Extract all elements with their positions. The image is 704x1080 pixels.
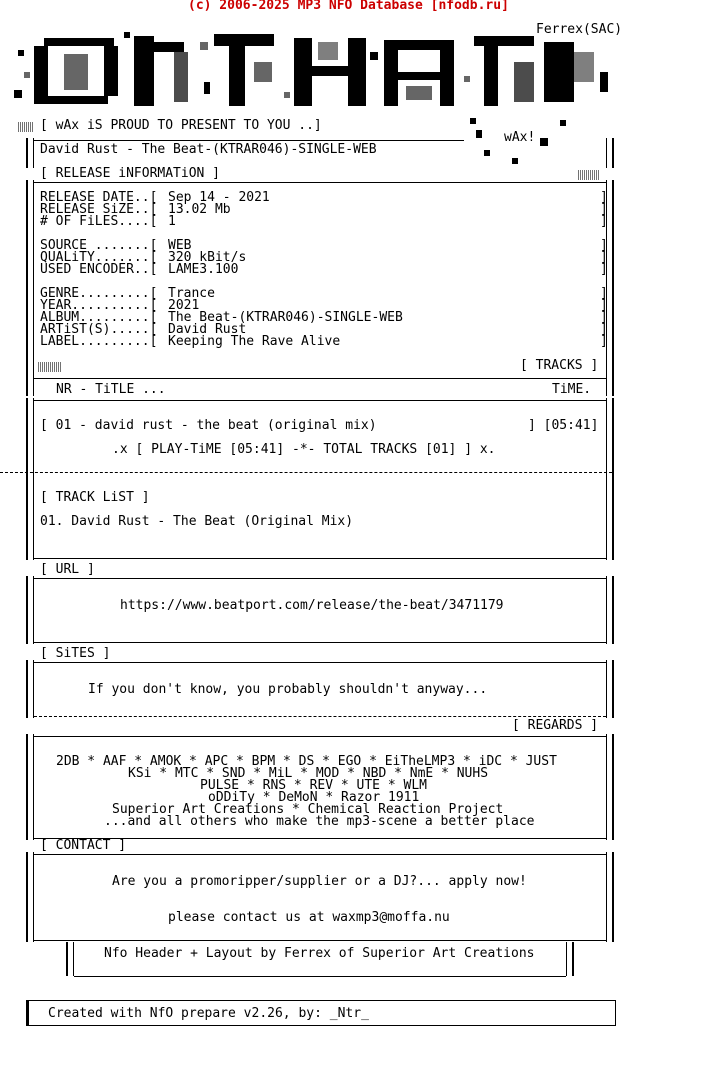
regards-line: 2DB * AAF * AMOK * APC * BPM * DS * EGO * EiTheLMP3 * iDC * JUST (56, 754, 557, 769)
field-label: # OF FiLES....[ (40, 214, 158, 229)
release-date-value: Sep 14 - 2021 (168, 190, 270, 205)
wax-logo-graphic (14, 32, 614, 112)
encoder-value: LAME3.100 (168, 262, 239, 277)
nfo-document: (c) 2006-2025 MP3 NFO Database [nfodb.ru] Ferrex(SAC) [ wAx iS PROUD TO PRESENT TO YOU ..] wAx! David Rust - The Beat-(KTRAR046)-SINGLE-WEB [ RELEASE iNFORMATiON ] RELEASE DATE..[ Sep 14 - 2021 ] RELEASE SiZE..[ 13.02 Mb ] # OF FiLES....[ 1 ] SOURCE .......[ WEB ] QUALiTY.......[ 320 kBit/s ] USED ENCODER..[ LAME3.100 ] GENRE.........[ Trance ] YEAR..........[ 2021 ] ALBUM.........[ The Beat-(KTRAR046)-SINGLE-WEB ] ARTiST(S).....[ David Rust ] LABEL.........[ Keeping The Rave Alive ] [ TRACKS ] NR - TiTLE ... TiME. [ 01 - david rust - the beat (original mix) ] [05:41] .x [ PLAY-TiME [05:41] -*- TOTAL TRACKS [01] ] x. [ TRACK LiST ] 01. David Rust - The Beat (Original Mix) [ URL ] https://www.beatport.com/release/the-beat/3471179 [ SiTES ] If you don't know, you probably shouldn't anyway... [ REGARDS ] 2DB * AAF * AMOK * APC * BPM * DS * EGO * EiTheLMP3 * iDC * JUST KSi * MTC * SND * MiL * MOD * NBD * NmE * NUHS PULSE * RNS * REV * UTE * WLM oDDiTy * DeMoN * Razor 1911 Superior Art Creations * Chemical Reaction Project ...and all others who make the mp3-scene a better place [ CONTACT ] Are you a promoripper/supplier or a DJ?... apply now! please contact us at waxmp3@moffa.nu Nfo Header + Layout by Ferrex of Superior Art Creations Created with NfO prepare v2.26, by: _Ntr_ (0, 0, 704, 1080)
shade-block (18, 122, 34, 132)
field-label: LABEL.........[ (40, 334, 158, 349)
regards-line: oDDiTy * DeMoN * Razor 1911 (208, 790, 420, 805)
field-label: GENRE.........[ (40, 286, 158, 301)
field-label: SOURCE .......[ (40, 238, 158, 253)
col-time: TiME. (552, 382, 592, 397)
track-row-title: [ 01 - david rust - the beat (original mix) (40, 418, 377, 433)
album-value: The Beat-(KTRAR046)-SINGLE-WEB (168, 310, 403, 325)
field-label: ALBUM.........[ (40, 310, 158, 325)
release-title: David Rust - The Beat-(KTRAR046)-SINGLE-WEB (40, 142, 377, 157)
contact-line-email[interactable]: please contact us at waxmp3@moffa.nu (168, 910, 450, 925)
regards-line: ...and all others who make the mp3-scene a better place (104, 814, 535, 829)
files-count-value: 1 (168, 214, 176, 229)
col-nr-title: NR - TiTLE ... (56, 382, 166, 397)
group-tag: wAx! (504, 130, 536, 145)
year-value: 2021 (168, 298, 200, 313)
label-value: Keeping The Rave Alive (168, 334, 341, 349)
created-with: Created with NfO prepare v2.26, by: _Ntr_ (48, 1006, 369, 1021)
contact-line-apply: Are you a promoripper/supplier or a DJ?... apply now! (112, 874, 527, 889)
field-label: ARTiST(S).....[ (40, 322, 158, 337)
regards-line: PULSE * RNS * REV * UTE * WLM (200, 778, 427, 793)
release-info-label: [ RELEASE iNFORMATiON ] (40, 166, 221, 181)
quality-value: 320 kBit/s (168, 250, 247, 265)
tracks-label: [ TRACKS ] (520, 358, 599, 373)
field-label: RELEASE DATE..[ (40, 190, 158, 205)
present-line: [ wAx iS PROUD TO PRESENT TO YOU ..] (40, 118, 322, 133)
tracklist-label: [ TRACK LiST ] (40, 490, 150, 505)
total-playtime: .x [ PLAY-TiME [05:41] -*- TOTAL TRACKS [01] ] x. (112, 442, 496, 457)
tracklist-item: 01. David Rust - The Beat (Original Mix) (40, 514, 354, 529)
genre-value: Trance (168, 286, 215, 301)
release-size-value: 13.02 Mb (168, 202, 231, 217)
field-label: RELEASE SiZE..[ (40, 202, 158, 217)
sites-label: [ SiTES ] (40, 646, 111, 661)
artist-tag: Ferrex(SAC) (536, 22, 623, 37)
artist-value: David Rust (168, 322, 247, 337)
copyright-line: (c) 2006-2025 MP3 NFO Database [nfodb.ru] (188, 0, 509, 13)
regards-line: KSi * MTC * SND * MiL * MOD * NBD * NmE * NUHS (128, 766, 489, 781)
regards-line: Superior Art Creations * Chemical Reaction Project (112, 802, 504, 817)
field-label: YEAR..........[ (40, 298, 158, 313)
field-label: USED ENCODER..[ (40, 262, 158, 277)
track-row-time: ] [05:41] (528, 418, 599, 433)
layout-credit: Nfo Header + Layout by Ferrex of Superior Art Creations (104, 946, 535, 961)
source-value: WEB (168, 238, 192, 253)
field-label: QUALiTY.......[ (40, 250, 158, 265)
contact-label: [ CONTACT ] (40, 838, 127, 853)
regards-label: [ REGARDS ] (512, 718, 599, 733)
url-label: [ URL ] (40, 562, 95, 577)
sites-text: If you don't know, you probably shouldn't anyway... (88, 682, 488, 697)
url-link[interactable]: https://www.beatport.com/release/the-beat/3471179 (120, 598, 504, 613)
